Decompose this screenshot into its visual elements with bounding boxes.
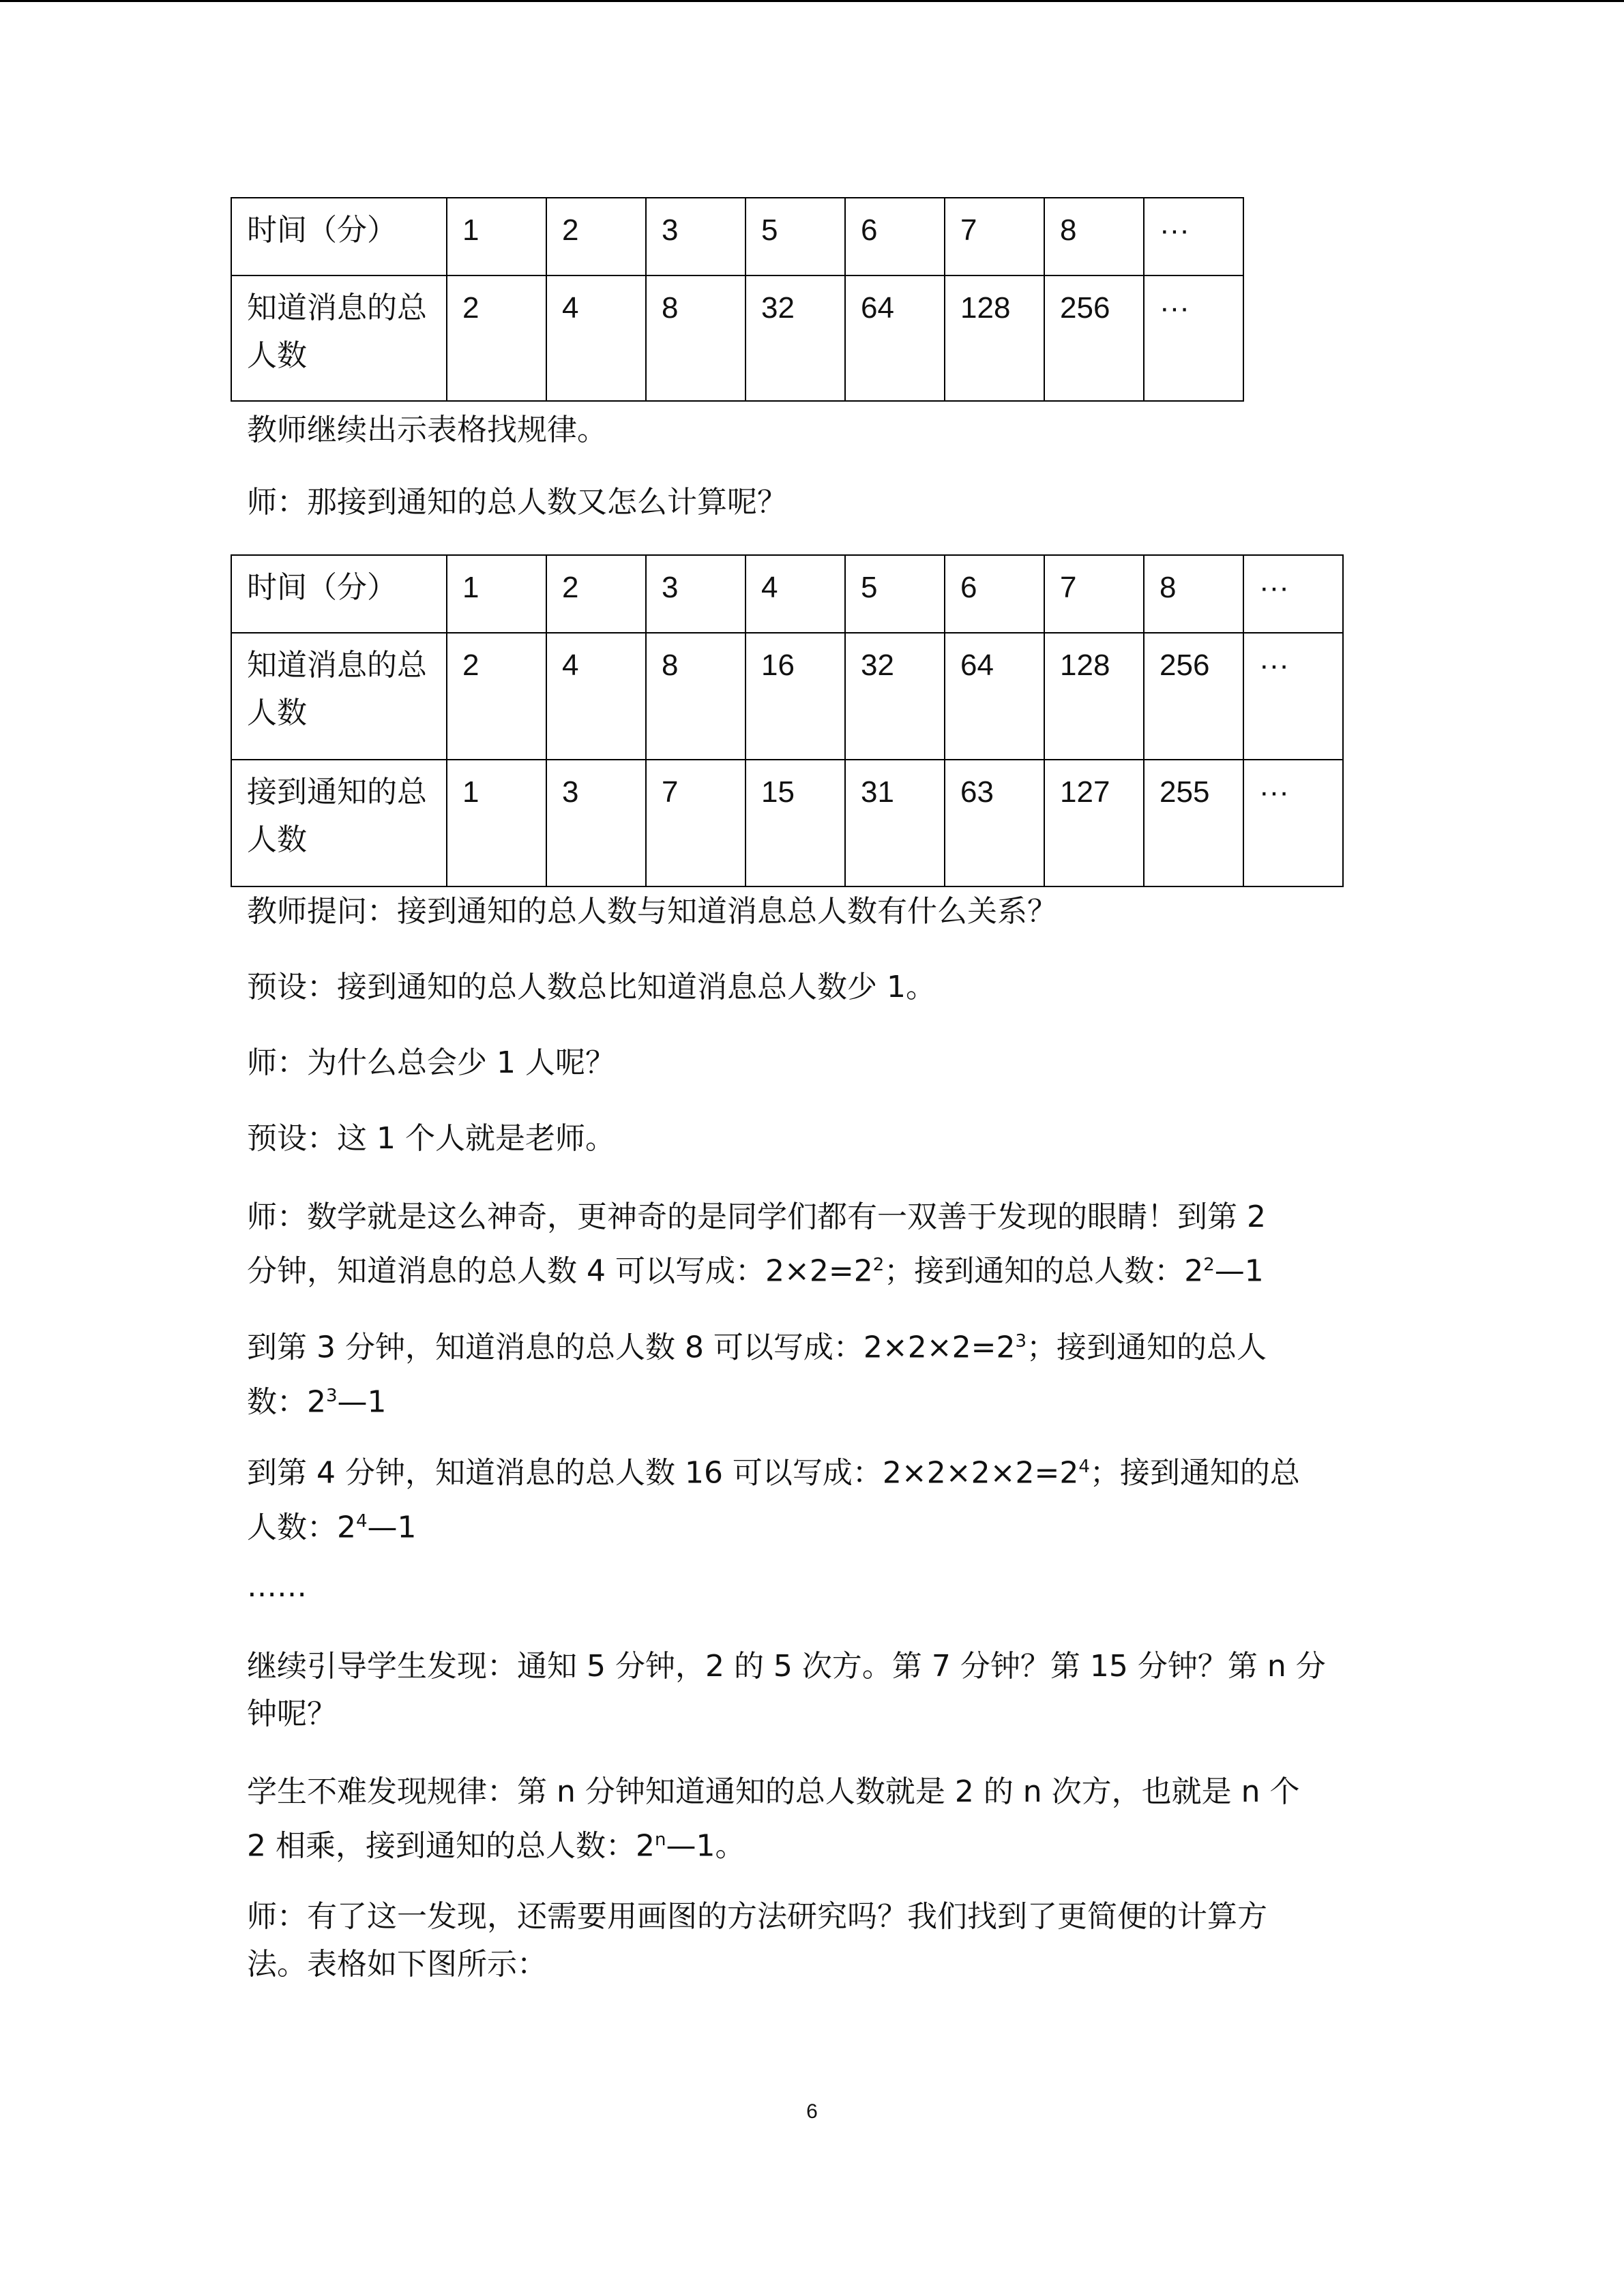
table-cell: 2 [546, 198, 646, 275]
paragraph-line: 钟呢？ [247, 1697, 337, 1731]
table-cell: 3 [646, 555, 745, 633]
page-number: 6 [806, 2100, 818, 2123]
table-cell: 127 [1044, 760, 1144, 886]
text-span: ；接到通知的总人数：2 [884, 1253, 1204, 1289]
table-cell: 2 [546, 555, 646, 633]
paragraph [247, 1643, 1379, 1738]
table-cell: 6 [845, 198, 945, 275]
table-row [231, 760, 1343, 886]
table-row [231, 633, 1343, 760]
table-cell: 4 [745, 555, 845, 633]
table-cell: 时间（分） [231, 198, 447, 275]
table-cell: 16 [745, 633, 845, 760]
text-span: 到第 4 分钟，知道消息的总人数 16 可以写成：2×2×2×2=2 [247, 1455, 1079, 1491]
table-cell: 3 [646, 198, 745, 275]
table-cell: 8 [646, 633, 745, 760]
table-cell: 6 [945, 555, 1044, 633]
superscript: 4 [1078, 1457, 1090, 1477]
table-cell: 知道消息的总人数 [231, 633, 447, 760]
top-border-line [0, 0, 1624, 2]
superscript: 4 [356, 1510, 368, 1532]
paragraph-line [247, 1241, 1379, 1296]
table-cell: 8 [646, 275, 745, 401]
superscript: n [654, 1830, 666, 1850]
paragraph-line [247, 1317, 1379, 1372]
superscript: 2 [1203, 1255, 1215, 1275]
table-cell: 32 [845, 633, 945, 760]
table-time-vs-known [231, 197, 1244, 402]
table-cell: 4 [546, 633, 646, 760]
table-cell: 15 [745, 760, 845, 886]
paragraph [247, 1443, 1379, 1551]
paragraph: 师：为什么总会少 1 人呢？ [247, 1045, 615, 1080]
table-cell: 7 [945, 198, 1044, 275]
table-cell: 1 [447, 760, 546, 886]
text-span: —1 [1214, 1253, 1264, 1289]
table-cell: 5 [845, 555, 945, 633]
table-cell: 64 [845, 275, 945, 401]
table-cell: 1 [447, 198, 546, 275]
paragraph: 预设：这 1 个人就是老师。 [247, 1121, 615, 1156]
table-cell: 3 [546, 760, 646, 886]
text-span: 到第 3 分钟，知道消息的总人数 8 可以写成：2×2×2=2 [247, 1330, 1016, 1365]
table-cell: ··· [1144, 275, 1243, 401]
table-cell: 接到通知的总人数 [231, 760, 447, 886]
paragraph [247, 1893, 1379, 1988]
table-cell: 2 [447, 633, 546, 760]
table-cell: 256 [1044, 275, 1144, 401]
paragraph: 师：那接到通知的总人数又怎么计算呢？ [247, 485, 787, 520]
table-row [231, 555, 1343, 633]
text-span: —1 [337, 1384, 387, 1420]
paragraph-line [247, 1497, 1379, 1552]
paragraph-line: 继续引导学生发现：通知 5 分钟，2 的 5 次方。第 7 分钟？第 15 分钟？第 n 分 [247, 1649, 1326, 1684]
table-cell: 63 [945, 760, 1044, 886]
paragraph-line: 学生不难发现规律：第 n 分钟知道通知的总人数就是 2 的 n 次方，也就是 n 个 [247, 1774, 1300, 1809]
text-span: ；接到通知的总 [1089, 1455, 1300, 1491]
table-cell: ··· [1144, 198, 1243, 275]
table-cell: 255 [1144, 760, 1243, 886]
table-cell: 时间（分） [231, 555, 447, 633]
text-span: 2 相乘，接到通知的总人数：2 [247, 1828, 655, 1864]
table-cell: 128 [1044, 633, 1144, 760]
table-row [231, 275, 1243, 401]
table-cell: ··· [1243, 555, 1343, 633]
table-cell: 64 [945, 633, 1044, 760]
text-span: ；接到通知的总人 [1027, 1330, 1267, 1365]
ellipsis: …… [247, 1569, 307, 1604]
paragraph [247, 1193, 1379, 1296]
text-span: 人数：2 [247, 1510, 356, 1545]
paragraph-line: 法。表格如下图所示： [247, 1947, 547, 1982]
paragraph-line [247, 1816, 1379, 1870]
table-cell: 知道消息的总人数 [231, 275, 447, 401]
text-span: 数：2 [247, 1384, 326, 1420]
paragraph-line: 师：有了这一发现，还需要用画图的方法研究吗？我们找到了更简便的计算方 [247, 1899, 1267, 1934]
text-span: —1。 [666, 1828, 745, 1864]
table-cell: 5 [745, 198, 845, 275]
paragraph-line: 师：数学就是这么神奇，更神奇的是同学们都有一双善于发现的眼睛！到第 2 [247, 1199, 1266, 1234]
table-cell: 4 [546, 275, 646, 401]
table-cell: 7 [1044, 555, 1144, 633]
table-cell: ··· [1243, 633, 1343, 760]
text-span: 分钟，知道消息的总人数 4 可以写成：2×2=2 [247, 1253, 873, 1289]
table-time-known-notified [231, 554, 1344, 887]
superscript: 2 [872, 1255, 885, 1275]
text-span: —1 [367, 1510, 417, 1545]
table-cell: 128 [945, 275, 1044, 401]
table-cell: 256 [1144, 633, 1243, 760]
paragraph-line [247, 1372, 1379, 1427]
table-cell: ··· [1243, 760, 1343, 886]
table-cell: 1 [447, 555, 546, 633]
superscript: 3 [326, 1385, 338, 1406]
table-cell: 8 [1144, 555, 1243, 633]
table-cell: 31 [845, 760, 945, 886]
paragraph: 教师提问：接到通知的总人数与知道消息总人数有什么关系？ [247, 894, 1057, 929]
table-cell: 2 [447, 275, 546, 401]
table-cell: 7 [646, 760, 745, 886]
table-cell: 8 [1044, 198, 1144, 275]
table-cell: 32 [745, 275, 845, 401]
paragraph: 预设：接到通知的总人数总比知道消息总人数少 1。 [247, 970, 936, 1004]
paragraph-line [247, 1443, 1379, 1497]
superscript: 3 [1015, 1331, 1027, 1352]
paragraph: 教师继续出示表格找规律。 [247, 413, 607, 447]
paragraph [247, 1317, 1379, 1426]
table-row [231, 198, 1243, 275]
paragraph [247, 1768, 1379, 1870]
